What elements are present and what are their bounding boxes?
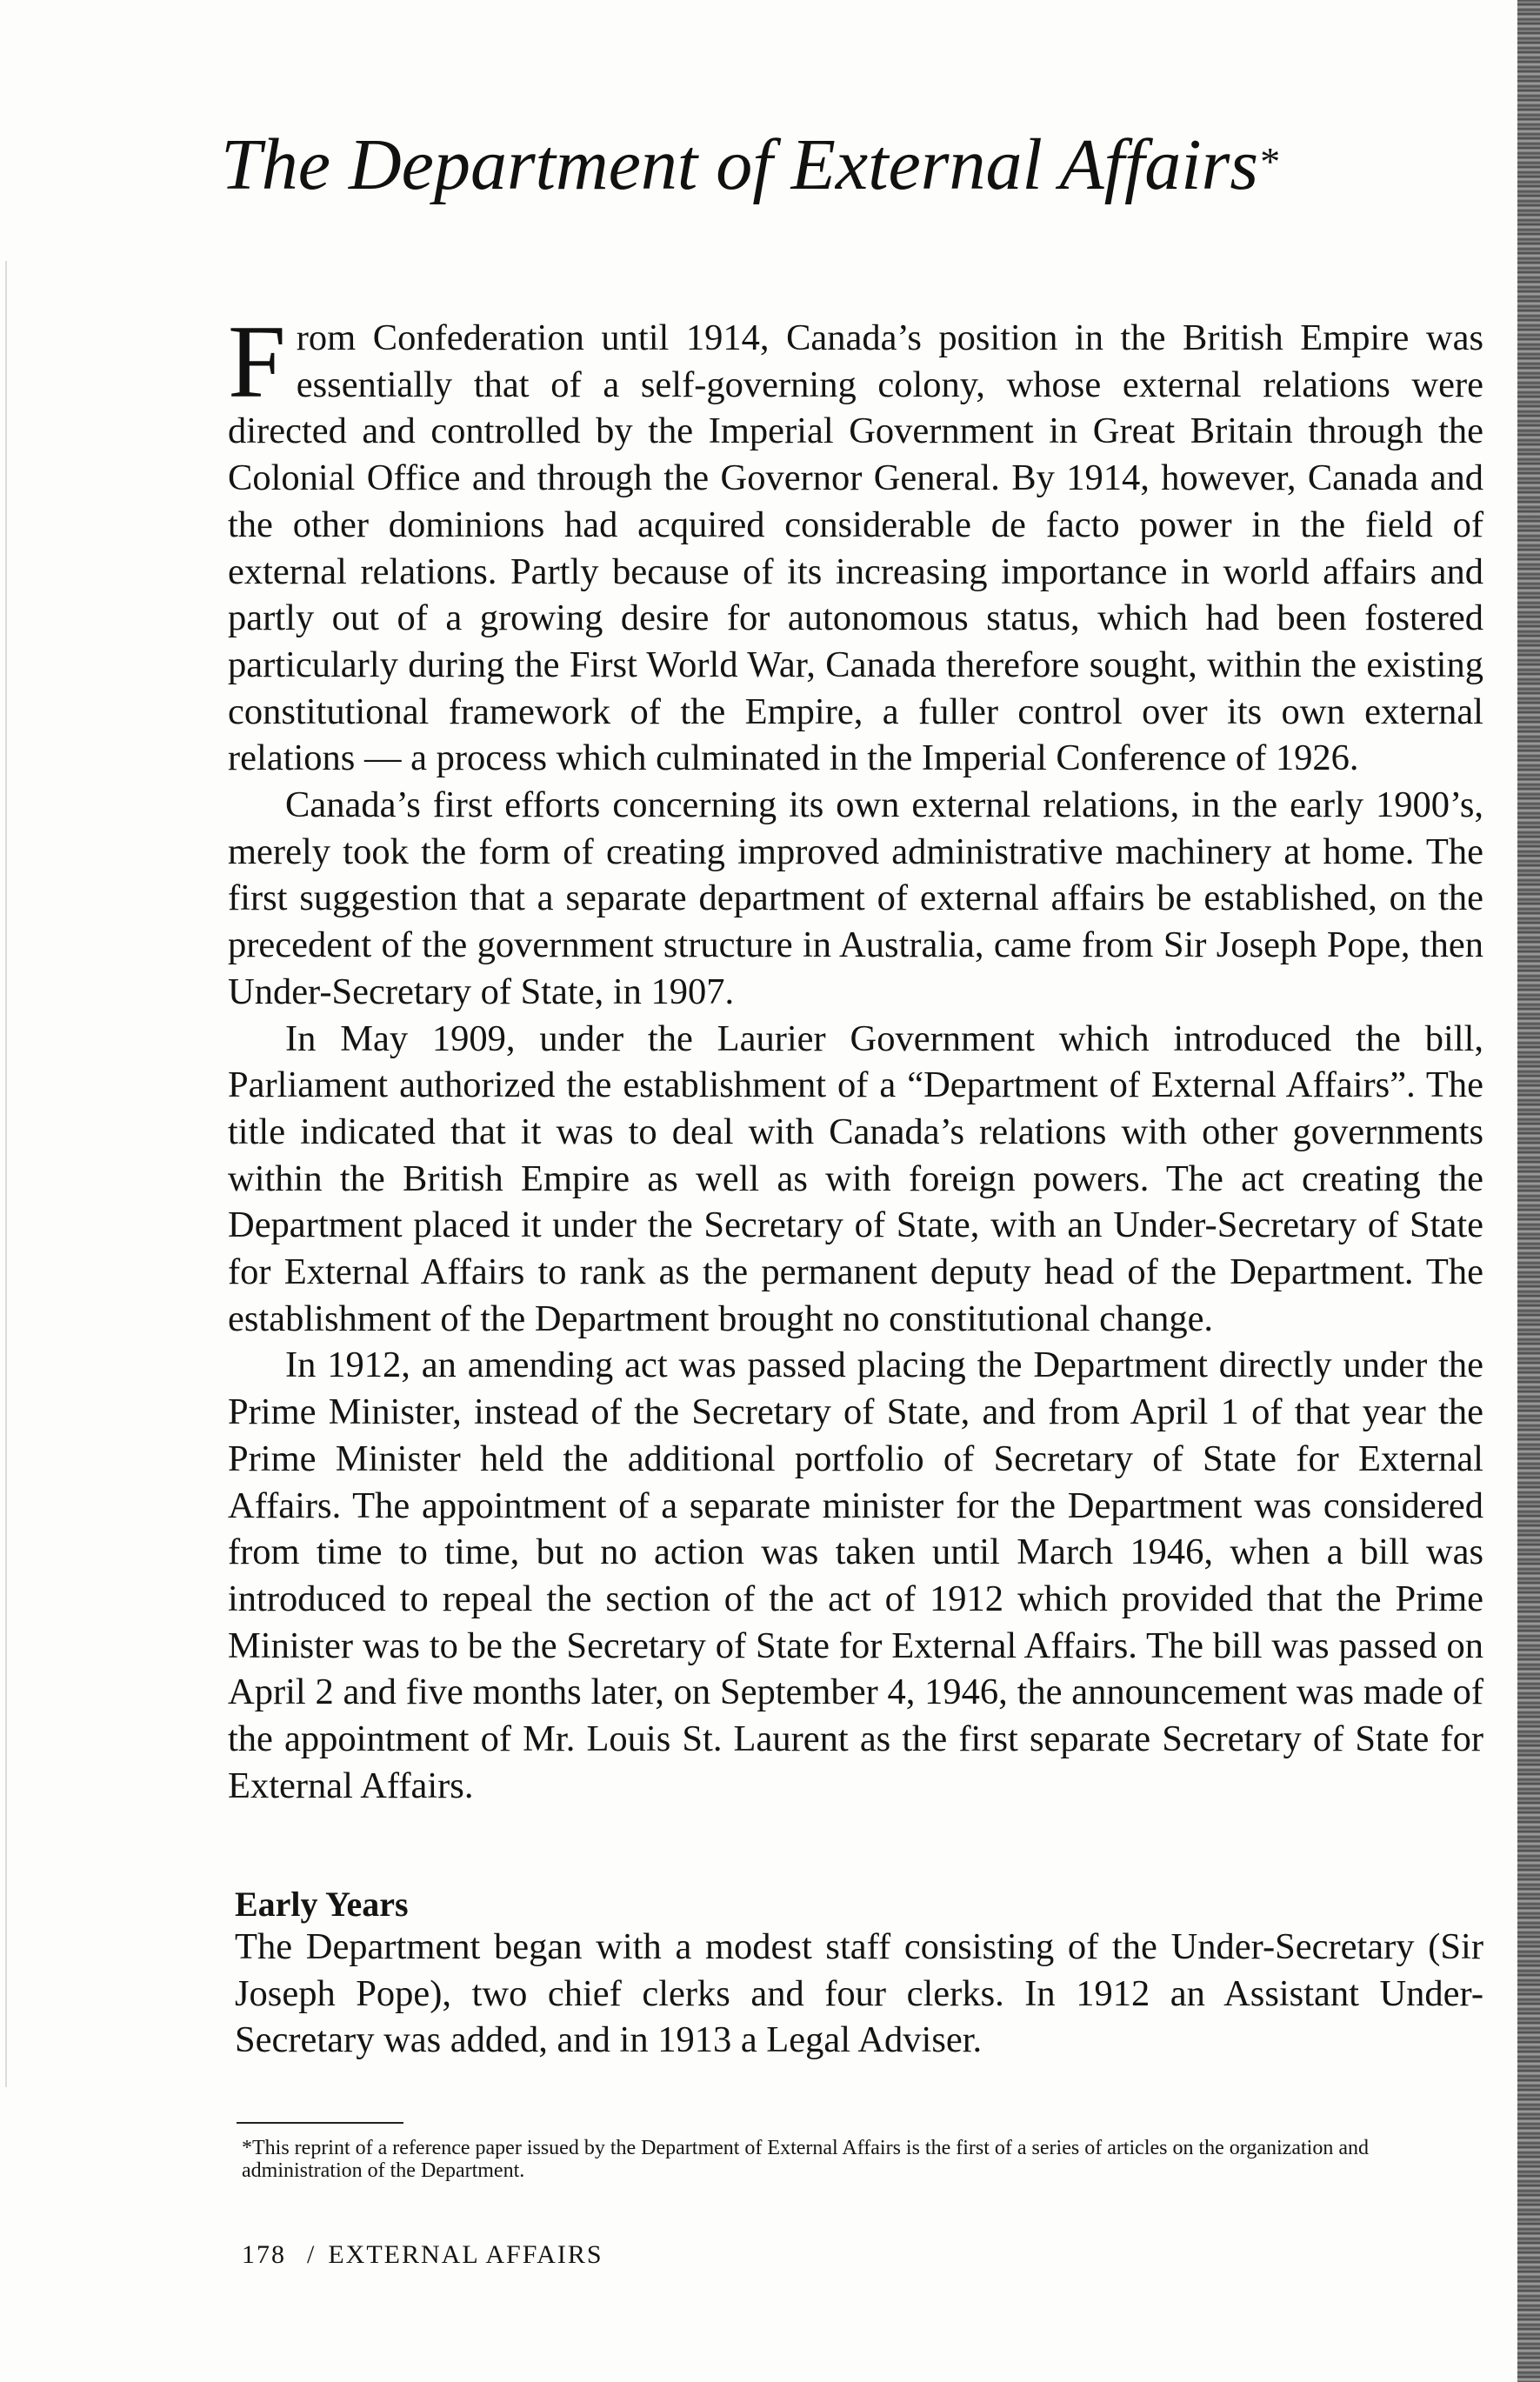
publication-name: EXTERNAL AFFAIRS [328,2240,603,2269]
page-number: 178 [242,2240,286,2269]
page-title [221,122,1278,209]
paragraph-1-text: rom Confederation until 1914, Canada’s position in the British Empire was essentially that of a self-governing colony, whose external relations were directed and controlled by the Imperial Government in Great Britain through the Colonial Office and through the Governor General. By 1914, however, Canada and the other dominions had acquired considerable de facto power in the field of external relations. Partly because of its increasing importance in world affairs and partly out of a growing desire for autonomous status, which had been fostered particularly during the First World War, Canada therefore sought, within the existing constitutional framework of the Empire, a fuller control over its own external relations — a process which culminated in the Imperial Conference of 1926. [228,317,1483,779]
paragraph-3: In May 1909, under the Laurier Government which introduced the bill, Parliament authorized the establishment of a “Department of External Affairs”. The title indicated that it was to deal with Canada’s relations with other governments within the British Empire as well as with foreign powers. The act creating the Department placed it under the Secretary of State, with an Under-Secretary of State for External Affairs to rank as the permanent deputy head of the Department. The establishment of the Department brought no constitutional change. [228,1018,1483,1339]
scan-binding-edge [1517,0,1540,2382]
section-paragraph: The Department began with a modest staff consisting of the Under-Secretary (Sir Joseph Pope), two chief clerks and four clerks. In 1912 an Assistant Under-Secretary was added, and in 1913 a Legal Adviser. [235,1926,1483,2061]
footnote: *This reprint of a reference paper issued by the Department of External Affairs is the first of a series of articles on the organization and administration of the Department. [242,2137,1369,2182]
paragraph-4: In 1912, an amending act was passed placing the Department directly under the Prime Minister, instead of the Secretary of State, and from April 1 of that year the Prime Minister held the additional portfolio of Secretary of State for External Affairs. The appointment of a separate minister for the Department was considered from time to time, but no action was taken until March 1946, when a bill was introduced to repeal the section of the act of 1912 which provided that the Prime Minister was to be the Secretary of State for External Affairs. The bill was passed on April 2 and five months later, on September 4, 1946, the announcement was made of the appointment of Mr. Louis St. Laurent as the first separate Secretary of State for External Affairs. [228,1344,1483,1806]
drop-cap: F [228,304,286,419]
section-heading: Early Years [235,1885,409,1924]
title-text: The Department of External Affairs [221,124,1259,205]
footnote-rule [237,2122,403,2124]
scan-artifact-line [5,261,7,2087]
folio-separator: / [307,2240,317,2269]
article-body [228,304,1483,1810]
paragraph-2: Canada’s first efforts concerning its own external relations, in the early 1900’s, merely took the form of creating improved administrative machinery at home. The first suggestion that a separate department of external affairs be established, on the precedent of the government structure in Australia, came from Sir Joseph Pope, then Under-Secretary of State, in 1907. [228,784,1483,1012]
page-folio [242,2239,603,2271]
title-footnote-marker: * [1258,139,1279,183]
paragraph-1 [228,304,1483,782]
